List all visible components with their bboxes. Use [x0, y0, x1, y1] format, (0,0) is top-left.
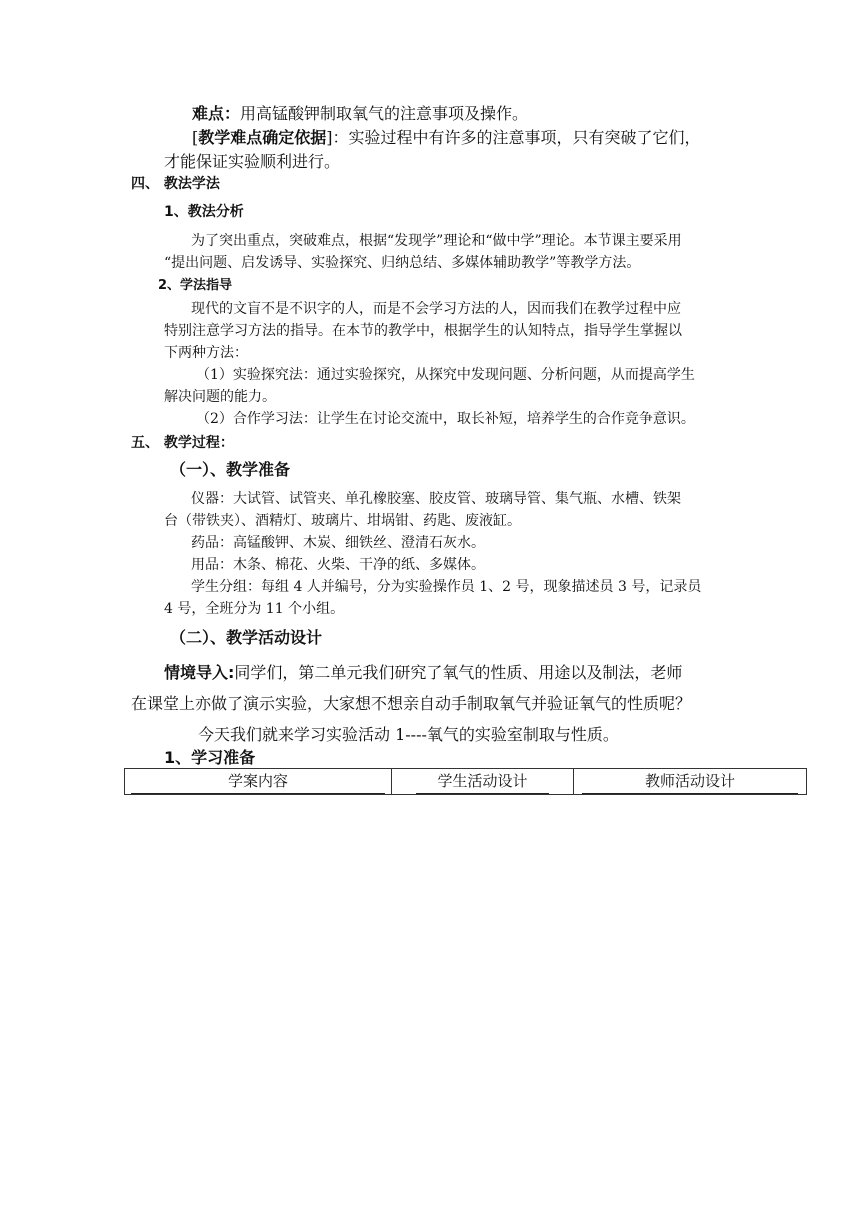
grouping-line-1: 学生分组：每组 4 人并编号，分为实验操作员 1、2 号，现象描述员 3 号，记录员 [191, 579, 702, 595]
study-method-line-3: 下两种方法： [164, 345, 248, 361]
basis-close-bracket: ] [326, 128, 333, 147]
underline [416, 793, 549, 794]
grouping-line-2: 4 号，全班分为 11 个小组。 [164, 601, 345, 617]
header-student-activity: 学生活动设计 [437, 772, 528, 790]
basis-text: ：实验过程中有许多的注意事项，只有突破了它们， [332, 128, 701, 147]
teaching-method-line-2: “提出问题、启发诱导、实验探究、归纳总结、多媒体辅助教学”等教学方法。 [164, 255, 641, 271]
header-teacher-activity: 教师活动设计 [644, 772, 735, 790]
underline [131, 793, 385, 794]
section-4-heading: 四、 教法学法 [131, 176, 220, 192]
underline [582, 793, 798, 794]
basis-open-bracket: [ [192, 128, 199, 147]
chemicals-line: 药品：高锰酸钾、木炭、细铁丝、澄清石灰水。 [191, 535, 485, 551]
intro-text: 同学们，第二单元我们研究了氧气的性质、用途以及制法，老师 [234, 663, 683, 682]
basis-label: 教学难点确定依据 [198, 128, 327, 147]
table-header-row [125, 769, 807, 795]
intro-line-3: 今天我们就来学习实验活动 1----氧气的实验室制取与性质。 [198, 725, 619, 744]
intro-label: 情境导入: [164, 663, 235, 682]
difficulty-basis-line-2: 才能保证实验顺利进行。 [164, 152, 341, 171]
intro-line-2: 在课堂上亦做了演示实验，大家想不想亲自动手制取氧气并验证氧气的性质呢？ [131, 694, 692, 713]
header-cell-student-activity [392, 769, 574, 795]
study-prep-heading: 1、学习准备 [164, 748, 256, 767]
study-method-line-2: 特别注意学习方法的指导。在本节的教学中，根据学生的认知特点，指导学生掌握以 [164, 323, 682, 339]
supplies-line: 用品：木条、棉花、火柴、干净的纸、多媒体。 [191, 557, 485, 573]
activity-design-heading: （二）、教学活动设计 [170, 628, 323, 647]
difficulty-basis-line [192, 128, 701, 147]
instruments-line-2: 台（带铁夹）、酒精灯、玻璃片、坩埚钳、药匙、废液缸。 [164, 513, 521, 529]
header-cell-study-content [125, 769, 392, 795]
teaching-method-line-1: 为了突出重点，突破难点，根据“发现学”理论和“做中学”理论。本节课主要采用 [191, 233, 682, 249]
teaching-prep-heading: （一）、教学准备 [170, 460, 291, 479]
instruments-line-1: 仪器：大试管、试管夹、单孔橡胶塞、胶皮管、玻璃导管、集气瓶、水槽、铁架 [191, 491, 681, 507]
intro-line-1 [164, 663, 682, 682]
study-method-line-1: 现代的文盲不是不识字的人，而是不会学习方法的人，因而我们在教学过程中应 [191, 301, 681, 317]
study-prep-table [124, 768, 807, 795]
difficulty-label: 难点： [192, 104, 241, 123]
study-method-heading: 2、学法指导 [158, 278, 233, 293]
difficulty-text: 用高锰酸钾制取氧气的注意事项及操作。 [240, 104, 529, 123]
method-1-line-2: 解决问题的能力。 [164, 389, 276, 405]
section-5-heading: 五、 教学过程： [131, 435, 234, 451]
header-study-content: 学案内容 [227, 772, 288, 790]
method-2-line-1: （2）合作学习法：让学生在讨论交流中，取长补短，培养学生的合作竞争意识。 [196, 411, 695, 427]
method-1-line-1: （1）实验探究法：通过实验探究，从探究中发现问题、分析问题，从而提高学生 [196, 367, 695, 383]
difficulty-line [192, 104, 528, 123]
header-cell-teacher-activity [574, 769, 807, 795]
teaching-method-heading: 1、教法分析 [164, 204, 244, 220]
